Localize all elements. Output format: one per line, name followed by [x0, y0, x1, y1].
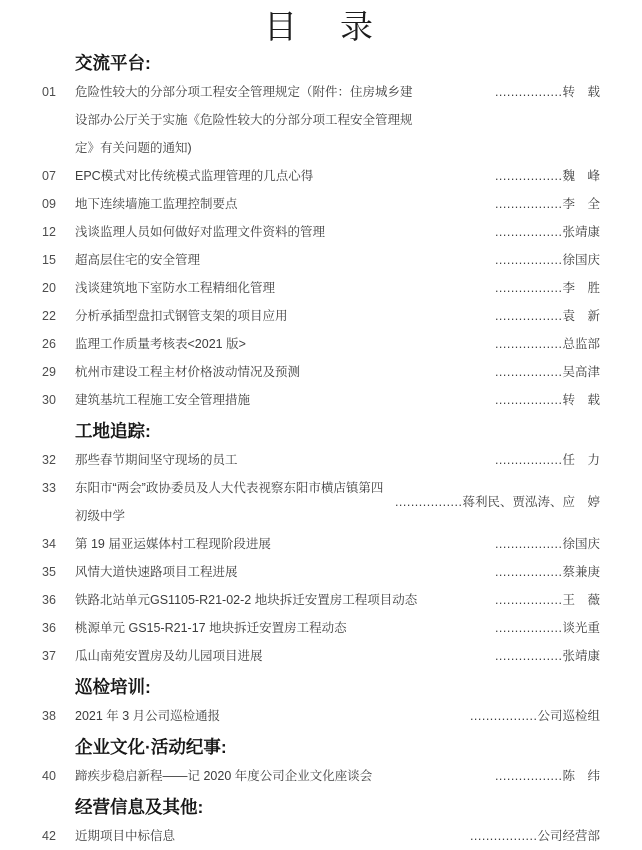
entry-title: 杭州市建设工程主材价格波动情况及预测: [75, 365, 301, 379]
entry-leader: [462, 822, 600, 850]
entry-author: 吴高津: [562, 365, 600, 379]
leader-dots: .................: [494, 365, 563, 379]
entry-leader: [487, 302, 600, 330]
toc-section: [42, 734, 600, 790]
entry-author: 徐国庆: [562, 253, 600, 267]
leader-dots: .................: [494, 621, 563, 635]
entry-author: 张靖康: [562, 649, 600, 663]
entry-title: 近期项目中标信息: [75, 829, 176, 843]
entry-leader: [462, 702, 600, 730]
leader-dots: .................: [494, 309, 563, 323]
leader-dots: .................: [469, 709, 538, 723]
leader-dots: .................: [494, 393, 563, 407]
entry-page-number: 22: [42, 309, 56, 323]
leader-dots: .................: [494, 593, 563, 607]
entry-title: 风情大道快速路项目工程进展: [75, 565, 238, 579]
entry-leader: [487, 78, 600, 106]
entry-leader: [487, 642, 600, 670]
toc-entry-row: [42, 822, 600, 850]
entry-title: 桃源单元 GS15-R21-17 地块拆迁安置房工程动态: [75, 621, 347, 635]
leader-dots: .................: [494, 649, 563, 663]
entry-leader: [487, 246, 600, 274]
entry-page-number: 29: [42, 365, 56, 379]
toc-section: [42, 418, 600, 670]
entry-leader: [487, 330, 600, 358]
leader-dots: .................: [494, 537, 563, 551]
toc-section: [42, 674, 600, 730]
toc-body: [42, 50, 600, 850]
leader-dots: .................: [494, 565, 563, 579]
entry-title: 浅谈建筑地下室防水工程精细化管理: [75, 281, 276, 295]
entry-title: 瓜山南苑安置房及幼儿园项目进展: [75, 649, 263, 663]
leader-dots: .................: [494, 85, 563, 99]
leader-dots: .................: [494, 169, 563, 183]
entry-page-number: 32: [42, 453, 56, 467]
entry-title: 建筑基坑工程施工安全管理措施: [75, 393, 251, 407]
toc-entry-row: [42, 530, 600, 558]
entry-leader: [487, 162, 600, 190]
leader-dots: .................: [469, 829, 538, 843]
leader-dots: .................: [494, 197, 563, 211]
entry-author: 公司巡检组: [537, 709, 600, 723]
section-heading: 巡检培训:: [75, 677, 151, 697]
entry-title: 第 19 届亚运媒体村工程现阶段进展: [75, 537, 271, 551]
entry-page-number: 07: [42, 169, 56, 183]
entry-leader: [487, 274, 600, 302]
section-heading: 企业文化·活动纪事:: [75, 737, 227, 757]
entry-title: EPC模式对比传统模式监理管理的几点心得: [75, 169, 314, 183]
entry-title: 铁路北站单元GS1105-R21-02-2 地块拆迁安置房工程项目动态: [75, 593, 418, 607]
entry-page-number: 01: [42, 85, 56, 99]
entry-page-number: 33: [42, 481, 56, 495]
toc-entry-row: [42, 162, 600, 190]
leader-dots: .................: [494, 769, 563, 783]
entry-leader: [487, 190, 600, 218]
entry-author: 转 载: [562, 393, 600, 407]
entry-author: 王 薇: [562, 593, 600, 607]
toc-entry-row: [42, 762, 600, 790]
entry-page-number: 15: [42, 253, 56, 267]
entry-leader: [487, 586, 600, 614]
section-heading: 工地追踪:: [75, 421, 151, 441]
entry-author: 袁 新: [562, 309, 600, 323]
toc-entry-row: [42, 274, 600, 302]
entry-title: 超高层住宅的安全管理: [75, 253, 201, 267]
entry-page-number: 20: [42, 281, 56, 295]
entry-author: 陈 纬: [562, 769, 600, 783]
toc-entry-row: [42, 586, 600, 614]
entry-leader: [487, 614, 600, 642]
toc-entry-row: [42, 358, 600, 386]
entry-page-number: 35: [42, 565, 56, 579]
entry-page-number: 12: [42, 225, 56, 239]
entry-author: 谈光重: [562, 621, 600, 635]
entry-leader: [387, 488, 600, 516]
toc-section: [42, 50, 600, 414]
page-title: 目 录: [264, 8, 378, 45]
leader-dots: .................: [494, 337, 563, 351]
toc-entry-row: [42, 302, 600, 330]
entry-page-number: 36: [42, 621, 56, 635]
toc-section: [42, 794, 600, 850]
entry-page-number: 34: [42, 537, 56, 551]
toc-entry-row: [42, 702, 600, 730]
entry-author: 徐国庆: [562, 537, 600, 551]
entry-page-number: 42: [42, 829, 56, 843]
entry-author: 公司经营部: [537, 829, 600, 843]
entry-author: 张靖康: [562, 225, 600, 239]
entry-author: 李 胜: [562, 281, 600, 295]
entry-leader: [487, 558, 600, 586]
toc-entry-row: [42, 386, 600, 414]
entry-title: 2021 年 3 月公司巡检通报: [75, 709, 221, 723]
toc-entry-row: [42, 190, 600, 218]
toc-entry-row: [42, 642, 600, 670]
entry-page-number: 37: [42, 649, 56, 663]
entry-page-number: 30: [42, 393, 56, 407]
entry-page-number: 40: [42, 769, 56, 783]
entry-title: 危险性较大的分部分项工程安全管理规定（附件：住房城乡建设部办公厅关于实施《危险性较大的分部分项工程安全管理规定》有关问题的通知): [75, 85, 413, 155]
toc-entry-row: [42, 614, 600, 642]
entry-author: 李 全: [562, 197, 600, 211]
entry-page-number: 38: [42, 709, 56, 723]
entry-title: 蹄疾步稳启新程——记 2020 年度公司企业文化座谈会: [75, 769, 373, 783]
entry-page-number: 36: [42, 593, 56, 607]
entry-leader: [487, 358, 600, 386]
entry-title: 监理工作质量考核表<2021 版>: [75, 337, 246, 351]
entry-author: 转 载: [562, 85, 600, 99]
toc-entry-row: [42, 246, 600, 274]
section-heading: 交流平台:: [75, 53, 151, 73]
toc-entry-row: [42, 446, 600, 474]
entry-author: 魏 峰: [562, 169, 600, 183]
toc-entry-row: [42, 558, 600, 586]
leader-dots: .................: [494, 453, 563, 467]
entry-title: 分析承插型盘扣式钢管支架的项目应用: [75, 309, 288, 323]
toc-entry-row: [42, 474, 600, 530]
entry-title: 东阳市“两会”政协委员及人大代表视察东阳市横店镇第四初级中学: [75, 481, 384, 523]
entry-leader: [487, 762, 600, 790]
entry-title: 那些春节期间坚守现场的员工: [75, 453, 238, 467]
leader-dots: .................: [494, 281, 563, 295]
entry-page-number: 26: [42, 337, 56, 351]
entry-leader: [487, 218, 600, 246]
entry-leader: [487, 386, 600, 414]
entry-leader: [487, 446, 600, 474]
toc-entry-row: [42, 218, 600, 246]
entry-title: 地下连续墙施工监理控制要点: [75, 197, 238, 211]
toc-entry-row: [42, 78, 600, 162]
leader-dots: .................: [494, 253, 563, 267]
entry-leader: [487, 530, 600, 558]
entry-author: 蒋利民、贾泓涛、应 婷: [462, 495, 600, 509]
entry-title: 浅谈监理人员如何做好对监理文件资料的管理: [75, 225, 326, 239]
entry-page-number: 09: [42, 197, 56, 211]
entry-author: 蔡兼庚: [562, 565, 600, 579]
section-heading: 经营信息及其他:: [75, 797, 204, 817]
toc-entry-row: [42, 330, 600, 358]
leader-dots: .................: [394, 495, 463, 509]
leader-dots: .................: [494, 225, 563, 239]
entry-author: 总监部: [562, 337, 600, 351]
entry-author: 任 力: [562, 453, 600, 467]
